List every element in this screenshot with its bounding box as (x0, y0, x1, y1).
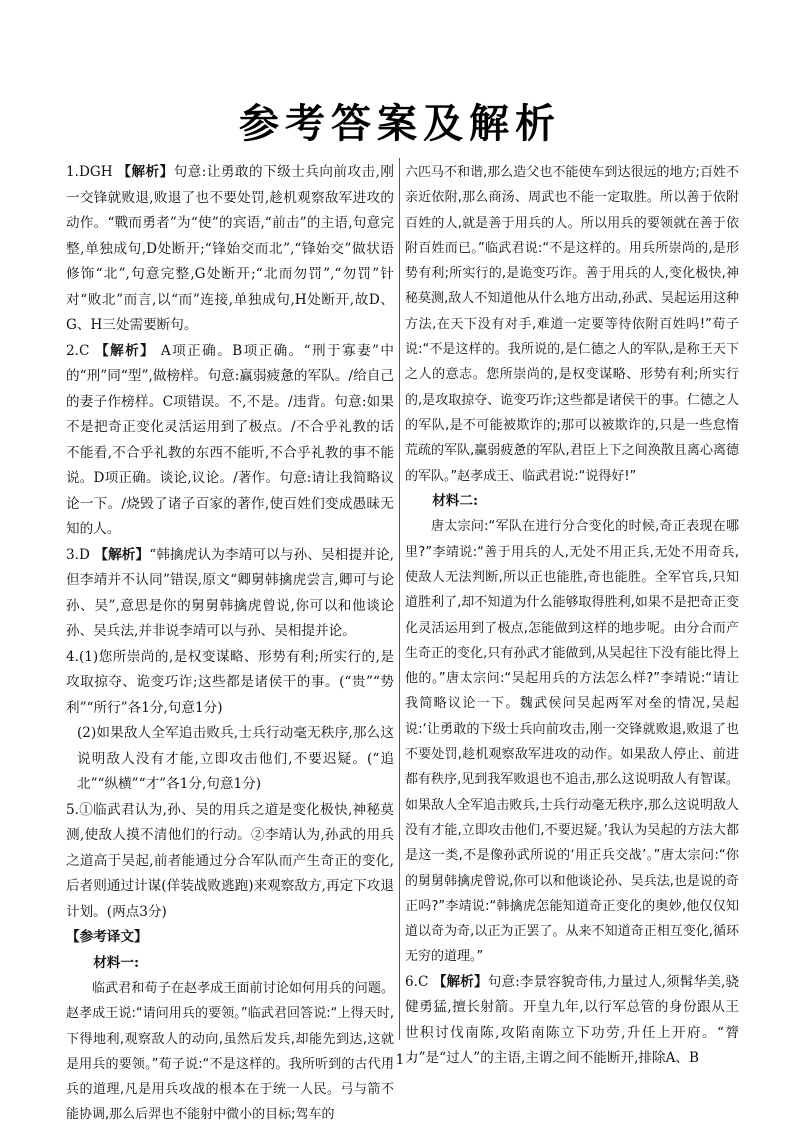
material-1-text: 临武君和荀子在赵孝成王面前讨论如何用兵的问题。赵孝成王说:“请问用兵的要领。”临武君回答说:“上得天时,下得地利,观察敌人的动向,虽然后发兵,却能先到达,这就是用兵的要领。”荀子说:“不是这样的。我所听到的古代用兵的道理,凡是用兵攻战的根本在于统一人民。弓与箭不能协调,那么后羿也不能射中微小的目标;驾车的 (66, 981, 394, 1123)
page-number: · 1 · (386, 1052, 414, 1068)
answer-1 (66, 160, 394, 339)
answer-2-text: A项正确。B项正确。“刑于寡妻”中的“刑”同“型”,做榜样。句意:赢弱疲惫的军队。/给自己的妻子作榜样。C项错误。不,不是。/违背。句意:如果不是把奇正变化灵活运用到了极点。/不合乎礼教的话不能看,不合乎礼教的东西不能听,不合乎礼教的事不能说。D项正确。谈论,议论。/著作。句意:请让我简略议论一下。/烧毁了诸子百家的著作,使百姓们变成愚昧无知的人。 (66, 342, 395, 537)
answer-6-text: 句意:李景容貌奇伟,力量过人,须髯华美,骁健勇猛,擅长射箭。开皇九年,以行军总管的身份跟从王世积讨伐南陈,攻陷南陈立下功劳,升任上开府。“膂力”是“过人”的主语,主谓之间不能断开,排除A、B (405, 973, 739, 1067)
material-2-text: 唐太宗问:“军队在进行分合变化的时候,奇正表现在哪里?”李靖说:“善于用兵的人,无处不用正兵,无处不用奇兵,使敌人无法判断,所以正也能胜,奇也能胜。全军官兵,只知道胜利了,却不知道为什么能够取得胜利,如果不是把奇正变化灵活运用到了极点,怎能做到这样的地步呢。由分合而产生奇正的变化,只有孙武才能做到,从吴起往下没有能比得上他的。”唐太宗问:“吴起用兵的方法怎么样?”李靖说:“请让我简略议论一下。魏武侯问吴起两军对垒的情况,吴起说:‘让勇敢的下级士兵向前攻击,刚一交锋就败退,败退了也不要处罚,趁机观察敌军进攻的动作。如果敌人停止、前进都有秩序,见到我军败退也不追击,那么这说明敌人有智谋。如果敌人全军追击败兵,士兵行动毫无秩序,那么这说明敌人没有才能,立即攻击他们,不要迟疑。’我认为吴起的方法大都是这一类,不是像孙武所说的‘用正兵交战’。”唐太宗问:“你的舅舅韩擒虎曾说,你可以和他谈论孙、吴兵法,也是说的奇正吗?”李靖说:“韩擒虎怎能知道奇正变化的奥妙,他仅仅知道以奇为奇,以正为正罢了。从来不知道奇正相互变化,循环无穷的道理。” (405, 519, 739, 965)
answer-4-part2: (2)如果敌人全军追击败兵,士兵行动毫无秩序,那么这说明敌人没有才能,立即攻击他们,不要迟疑。(“追北”“纵横”“才”各1分,句意1分) (77, 725, 394, 792)
answer-5-number: 5. (66, 801, 79, 818)
answer-2-number: 2.C (66, 342, 90, 359)
analysis-tag: 【解析】 (94, 546, 150, 563)
material-1-continued: 六匹马不和谐,那么造父也不能使车到达很远的地方;百姓不亲近依附,那么商汤、周武也不能一定取胜。所以善于依附百姓的人,就是善于用兵的人。所以用兵的要领就在善于依附百姓而已。”临武君说:“不是这样的。用兵所崇尚的,是形势有利;所实行的,是诡变巧诈。善于用兵的人,变化极快,神秘莫测,敌人不知道他从什么地方出动,孙武、吴起运用这种方法,在天下没有对手,难道一定要等待依附百姓吗!”荀子说:“不是这样的。我所说的,是仁德之人的军队,是称王天下之人的意志。您所崇尚的,是权变谋略、形势有利;所实行的,是攻取掠夺、诡变巧诈;这些都是诸侯干的事。仁德之人的军队,是不可能被欺诈的;那可以被欺诈的,只是一些怠惰荒疏的军队,赢弱疲惫的军队,君臣上下之间涣散且离心离德的军队。”赵孝成王、临武君说:“说得好!” (405, 165, 739, 484)
answer-3-number: 3.D (66, 546, 90, 563)
answer-6-number: 6.C (405, 973, 429, 990)
reference-translation-heading: 【参考译文】 (66, 929, 148, 945)
column-divider (399, 158, 400, 1040)
right-column (405, 160, 739, 1072)
left-column (66, 160, 394, 1128)
analysis-tag: 【解析】 (95, 342, 156, 359)
answer-1-text: 句意:让勇敢的下级士兵向前攻击,刚一交锋就败退,败退了也不要处罚,趁机观察敌军进攻的动作。“戰而勇者”为“使”的宾语,“前击”的主语,句意完整,单独成句,D处断开;“锋始交而北”,“锋始交”做状语修饰“北”,句意完整,G处断开;“北而勿罚”,“勿罚”针对“败北”而言,以“而”连接,单独成句,H处断开,故D、G、H三处需要断句。 (66, 164, 394, 333)
answer-4 (66, 645, 394, 722)
material-1-heading: 材料一: (93, 954, 139, 971)
analysis-tag: 【解析】 (117, 164, 174, 180)
answer-4-number: 4. (66, 648, 79, 665)
answer-3 (66, 543, 394, 645)
analysis-tag: 【解析】 (432, 973, 488, 990)
answer-1-number: 1.DGH (66, 164, 113, 180)
answer-5 (66, 798, 394, 926)
page-title: 参考答案及解析 (239, 101, 561, 147)
material-2-heading: 材料二: (432, 492, 478, 509)
answer-2 (66, 339, 394, 543)
answer-5-text: ①临武君认为,孙、吴的用兵之道是变化极快,神秘莫测,使敌人摸不清他们的行动。②李靖认为,孙武的用兵之道高于吴起,前者能通过分合军队而产生奇正的变化,后者则通过计谋(佯装战败逃跑)来观察敌方,再定下攻退计划。(两点3分) (66, 801, 394, 920)
answer-4-part1: (1)您所崇尚的,是权变谋略、形势有利;所实行的,是攻取掠夺、诡变巧诈;这些都是诸侯干的事。(“贵”“势利”“所行”各1分,句意1分) (66, 648, 394, 716)
answer-3-text: “韩擒虎认为李靖可以与孙、吴相提并论,但李靖并不认同”错误,原文“卿舅韩擒虎尝言,卿可与论孙、吴”,意思是你的舅舅韩擒虎曾说,你可以和他谈论孙、吴兵法,并非说李靖可以与孙、吴相提并论。 (66, 546, 394, 639)
